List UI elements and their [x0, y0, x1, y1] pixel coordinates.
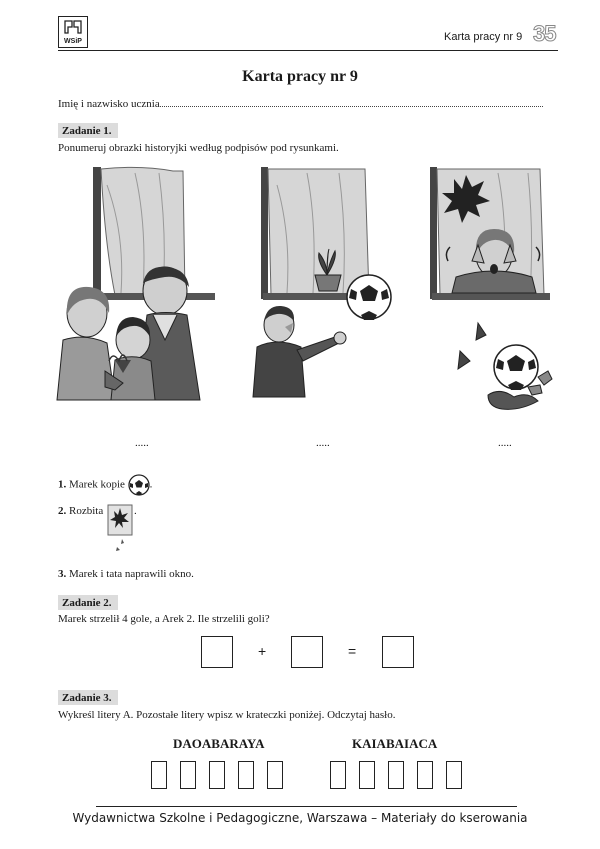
soccer-ball-icon: [128, 474, 150, 496]
task3-text: Wykreśl litery A. Pozostałe litery wpisz w krateczki poniżej. Odczytaj hasło.: [58, 709, 396, 721]
illustration-boy-kicking: [247, 165, 397, 405]
task1-heading-bar: [58, 121, 558, 136]
caption-3-text: Marek i tata naprawili okno.: [69, 568, 194, 580]
page-title: Karta pracy nr 9: [242, 68, 358, 85]
puzzle-word-1: DAOABARAYA: [173, 736, 265, 751]
caption-3-number: 3.: [58, 568, 67, 580]
caption-1-text: Marek kopie: [69, 478, 125, 491]
task2-heading-bar: [58, 593, 558, 608]
task2-text: Marek strzelił 4 gole, a Arek 2. Ile strzelili goli?: [58, 613, 270, 625]
caption-2-end: .: [133, 505, 137, 517]
name-dotted-line[interactable]: [160, 97, 543, 107]
broken-window-icon: [106, 503, 134, 553]
letter-box[interactable]: [209, 761, 225, 789]
illustration-family-repair: [55, 165, 215, 405]
logo-text: WSiP: [64, 38, 82, 45]
letter-box[interactable]: [388, 761, 404, 789]
header-divider: [58, 50, 558, 51]
picture-number-slot-2[interactable]: .....: [316, 437, 330, 449]
equals-sign: =: [348, 643, 357, 659]
caption-2-number: 2.: [58, 505, 67, 517]
plus-sign: +: [258, 643, 267, 659]
answer-box-1[interactable]: [201, 636, 233, 668]
letter-box[interactable]: [267, 761, 283, 789]
caption-1: [58, 474, 152, 496]
letter-box[interactable]: [359, 761, 375, 789]
caption-1-number: 1.: [58, 478, 67, 491]
task2-heading: Zadanie 2.: [58, 595, 118, 610]
publisher-logo: [58, 16, 88, 48]
letter-box[interactable]: [330, 761, 346, 789]
footer-divider: [96, 806, 517, 807]
answer-box-2[interactable]: [291, 636, 323, 668]
letter-box[interactable]: [238, 761, 254, 789]
logo-graphic-icon: [64, 20, 82, 34]
picture-number-slot-3[interactable]: .....: [498, 437, 512, 449]
header-title: Karta pracy nr 9: [444, 31, 523, 43]
letter-box[interactable]: [151, 761, 167, 789]
caption-1-end: .: [149, 478, 153, 491]
page-number: 35: [533, 21, 556, 46]
letter-box[interactable]: [180, 761, 196, 789]
caption-2: [58, 505, 137, 553]
name-label: Imię i nazwisko ucznia: [58, 98, 160, 110]
footer-text: Wydawnictwa Szkolne i Pedagogiczne, Warszawa – Materiały do kserowania: [72, 811, 528, 825]
task3-heading-bar: [58, 688, 558, 703]
caption-3: [58, 568, 194, 580]
answer-box-result[interactable]: [382, 636, 414, 668]
task3-heading: Zadanie 3.: [58, 690, 118, 705]
picture-number-slot-1[interactable]: .....: [135, 437, 149, 449]
letter-box[interactable]: [417, 761, 433, 789]
letter-box[interactable]: [446, 761, 462, 789]
task1-instruction: Ponumeruj obrazki historyjki według podpisów pod rysunkami.: [58, 142, 339, 154]
name-field: [58, 97, 543, 110]
task1-heading: Zadanie 1.: [58, 123, 118, 138]
puzzle-word-2: KAIABAIACA: [352, 736, 438, 751]
caption-2-text: Rozbita: [69, 505, 104, 517]
illustration-broken-window: [428, 165, 558, 415]
